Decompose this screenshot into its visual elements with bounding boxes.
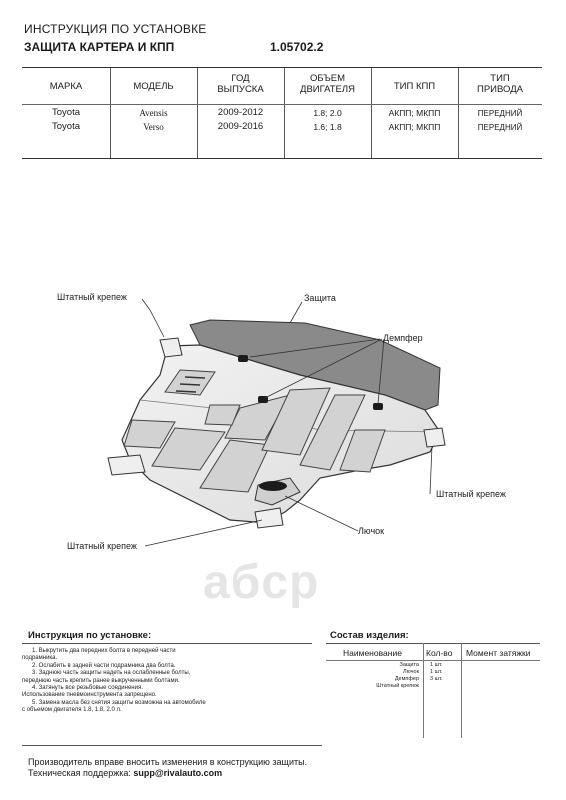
support-email[interactable]: supp@rivalauto.com [133,768,223,778]
composition-header-name: Наименование [343,648,402,658]
damper [238,355,248,362]
composition-rule [326,643,540,644]
label-std-fastener: Штатный крепеж [57,292,127,302]
cell-gearbox: АКПП; МКПП [388,108,441,118]
label-std-fastener: Штатный крепеж [67,541,137,551]
cell-year: 2009-2012 [217,107,264,118]
cell-engine: 1.8; 2.0 [313,108,342,118]
header-gearbox: ТИП КПП [393,81,436,92]
step-line: 2. Ослабить в задней части подрамника два болта. [32,662,176,669]
header-model: МОДЕЛЬ [133,81,174,92]
step-line: Использование пневмоинструмента запрещено. [22,692,157,699]
composition-item-name: Лючок [403,669,419,675]
step-line: подрамника. [22,655,58,662]
composition-title: Состав изделия: [330,630,409,641]
instructions-rule [22,643,312,644]
spec-table [22,67,542,159]
cell-gearbox: АКПП; МКПП [388,122,441,132]
cell-model: Avensis [139,108,168,118]
cell-year: 2009-2016 [217,121,264,132]
product-code: 1.05702.2 [270,40,324,54]
cell-make: Toyota [52,121,80,132]
composition-item-qty: 1 шт. [430,669,443,675]
instructions-steps [22,648,312,715]
step-line: 5. Замена масла без снятия защиты возможна на автомобиле [32,699,206,706]
composition-header-qty: Кол-во [426,648,453,658]
composition-divider [423,643,424,738]
hatch-opening [259,481,287,491]
instructions-title: Инструкция по установке: [28,630,152,641]
doc-title: ИНСТРУКЦИЯ ПО УСТАНОВКЕ [24,22,207,36]
support-label: Техническая поддержка: [28,768,131,778]
table-header-rule [22,104,542,105]
composition-item-name: Защита [399,662,419,668]
header-year: ГОД ВЫПУСКА [217,73,264,95]
header-make: МАРКА [49,81,83,92]
cell-make: Toyota [52,107,80,118]
label-hatch: Лючок [358,526,385,536]
step-line: с объемом двигателя 1.8, 1.8, 2.0 л. [22,707,122,714]
footer-notice: Производитель вправе вносить изменения в конструкцию защиты. [28,757,308,767]
composition-item-qty: 1 шт. [430,662,443,668]
cell-engine: 1.6; 1.8 [313,122,342,132]
composition-item-qty: 3 шт. [430,676,443,682]
step-line: 1. Выкрутить два передних болта в передней части [32,648,176,654]
header-engine: ОБЪЕМ ДВИГАТЕЛЯ [300,73,355,95]
header-drive: ТИП ПРИВОДА [477,73,523,95]
composition-header-rule [326,660,540,661]
composition-item-name: Штатный крепеж [376,683,419,689]
composition-divider [461,643,462,738]
composition-header-torque: Момент затяжки [466,648,531,658]
cell-drive: ПЕРЕДНИЙ [477,123,523,132]
label-guard: Защита [304,293,336,303]
composition-item-name: Демпфер [394,676,419,682]
damper [373,403,383,410]
step-line: 4. Затянуть все резьбовые соединения. [32,685,143,692]
step-line: переднюю часть крепить ранее выкрученными болтами. [22,677,180,684]
product-title: ЗАЩИТА КАРТЕРА И КПП [24,40,175,54]
step-line: 3. Заднюю часть защиты надеть на ослабленные болты, [32,670,191,677]
label-damper: Демпфер [383,333,423,343]
cell-model: Verso [143,122,164,132]
label-std-fastener: Штатный крепеж [436,489,506,499]
footer-support [28,768,222,778]
watermark-logo: абcp [203,556,320,609]
cell-drive: ПЕРЕДНИЙ [477,109,523,118]
guard-diagram [0,280,566,570]
footer-rule [22,745,322,746]
